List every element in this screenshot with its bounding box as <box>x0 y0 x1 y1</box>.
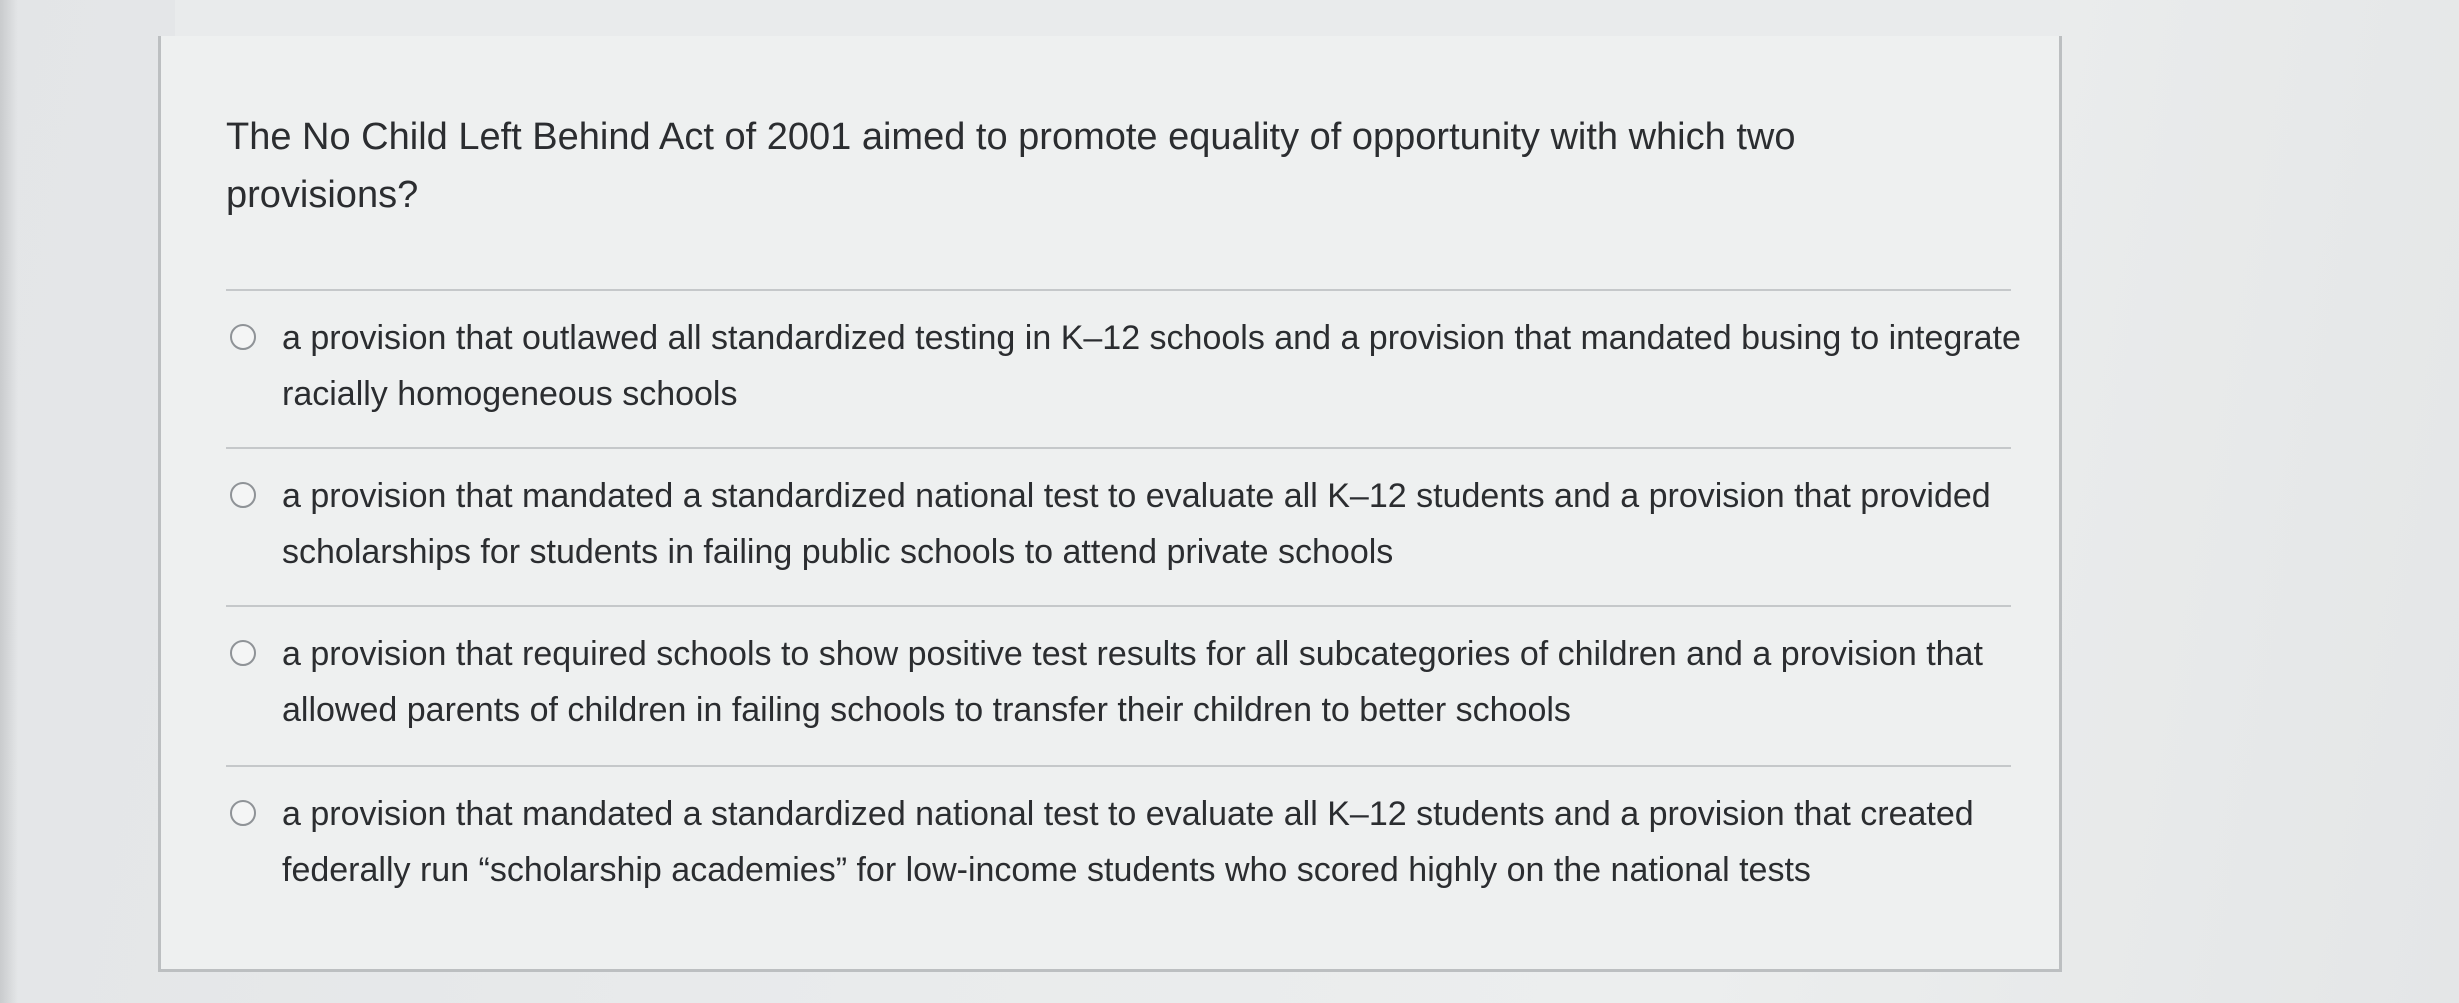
radio-button-icon[interactable] <box>230 324 256 350</box>
answer-choice-label: a provision that required schools to show positive test results for all subcategories of children and a provision that allowed parents of children in failing schools to transfer their children to better schools <box>282 635 1983 729</box>
radio-button-icon[interactable] <box>230 800 256 826</box>
radio-button-icon[interactable] <box>230 640 256 666</box>
question-prompt: The No Child Left Behind Act of 2001 aimed to promote equality of opportunity with which two provisions? <box>226 116 1796 216</box>
screen-edge <box>0 0 18 1003</box>
answer-choice-label: a provision that mandated a standardized national test to evaluate all K–12 students and a provision that created federally run “scholarship academies” for low-income students who scored highly on the national tests <box>282 795 1974 889</box>
choice-divider <box>226 447 2011 449</box>
answer-choice-3[interactable] <box>230 626 2030 738</box>
answer-choice-2[interactable] <box>230 468 2030 580</box>
choice-divider <box>226 605 2011 607</box>
answer-choice-4[interactable] <box>230 786 2030 898</box>
answer-choice-label: a provision that outlawed all standardized testing in K–12 schools and a provision that mandated busing to integrate racially homogeneous schools <box>282 319 2021 413</box>
answer-choice-1[interactable] <box>230 310 2030 422</box>
prompt-divider <box>226 289 2011 291</box>
choice-divider <box>226 765 2011 767</box>
answer-choice-label: a provision that mandated a standardized national test to evaluate all K–12 students and a provision that provided scholarships for students in failing public schools to attend private schools <box>282 477 1991 571</box>
radio-button-icon[interactable] <box>230 482 256 508</box>
previous-panel-edge <box>175 0 2060 39</box>
